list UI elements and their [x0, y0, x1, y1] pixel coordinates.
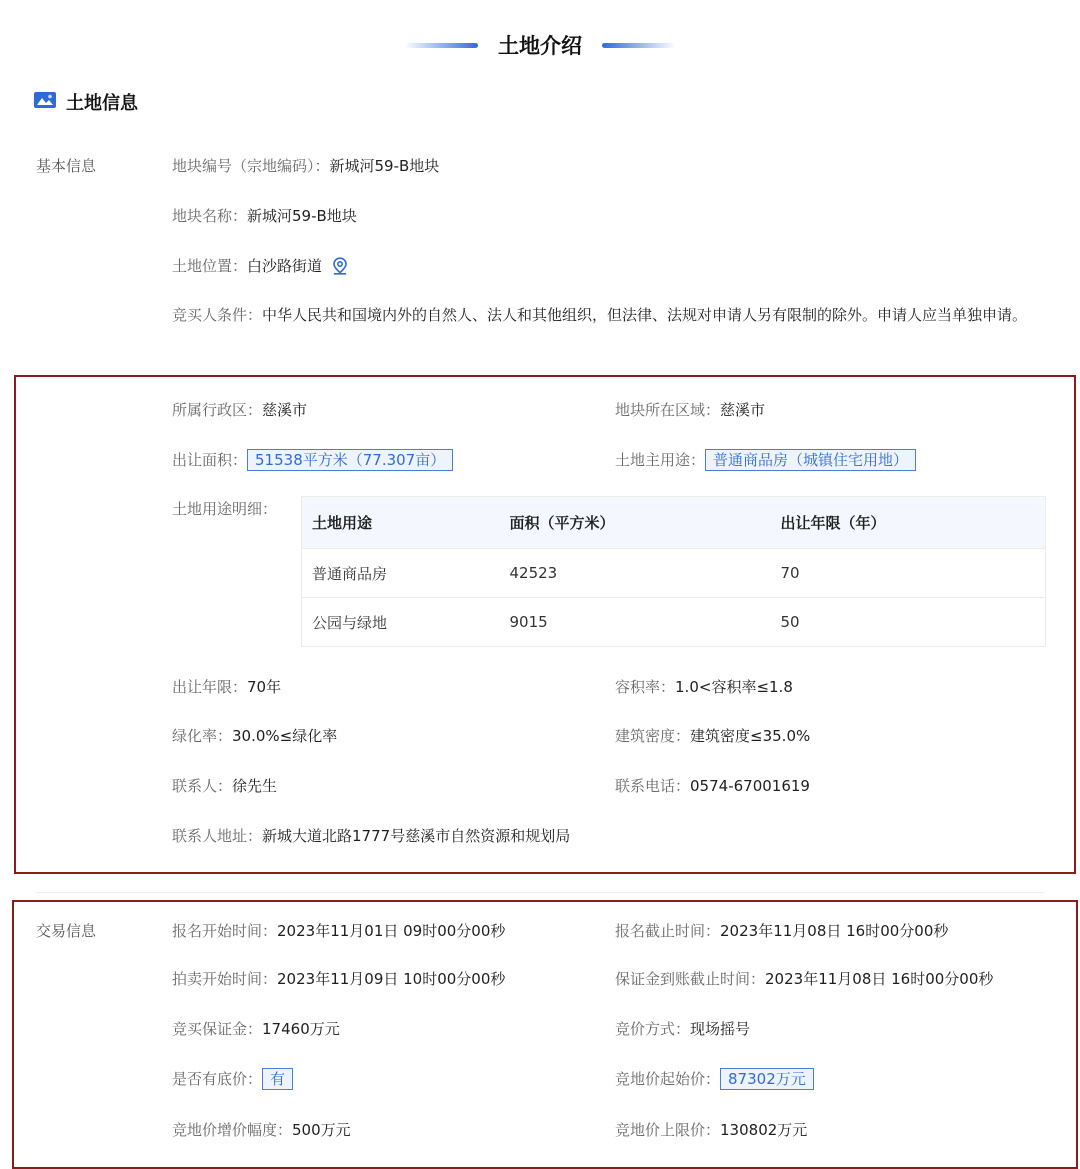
use-detail-label: 土地用途明细： [172, 500, 278, 518]
table-header-use: 土地用途 [302, 497, 500, 549]
table-cell: 公园与绿地 [302, 598, 500, 647]
auction-start-label: 拍卖开始时间： [172, 970, 278, 988]
admin-region-label: 所属行政区： [172, 401, 263, 419]
title-decor-right [602, 43, 676, 48]
section-heading [34, 89, 138, 115]
auction-start-row [172, 968, 505, 990]
table-header-row [302, 497, 1046, 549]
start-price-row [615, 1068, 814, 1090]
phone-value: 0574-67001619 [690, 777, 810, 795]
area-row [172, 449, 453, 471]
parcel-region-label: 地块所在区域： [615, 401, 721, 419]
deposit-deadline-value: 2023年11月08日 16时00分00秒 [765, 970, 994, 988]
parcel-name-label: 地块名称： [172, 207, 248, 225]
group-label-basic: 基本信息 [36, 157, 97, 175]
deposit-deadline-label: 保证金到账截止时间： [615, 970, 766, 988]
main-use-value: 普通商品房（城镇住宅用地） [705, 449, 916, 471]
phone-row [615, 775, 810, 797]
table-cell: 50 [771, 598, 1046, 647]
location-pin-icon[interactable] [332, 257, 348, 275]
deposit-deadline-row [615, 968, 993, 990]
land-use-table [301, 496, 1046, 647]
reg-end-label: 报名截止时间： [615, 922, 721, 940]
bid-method-row [615, 1018, 750, 1040]
density-row [615, 725, 810, 747]
main-use-row [615, 449, 916, 471]
start-price-value: 87302万元 [720, 1068, 814, 1090]
section-divider [36, 892, 1044, 893]
use-detail-label-row [172, 498, 277, 520]
density-label: 建筑密度： [615, 727, 691, 745]
table-row [302, 549, 1046, 598]
reg-end-row [615, 920, 948, 942]
location-value: 白沙路街道 [247, 257, 323, 275]
parcel-code-row [172, 155, 439, 177]
term-row [172, 676, 281, 698]
deposit-label: 竞买保证金： [172, 1020, 263, 1038]
increment-row [172, 1119, 351, 1141]
reserve-value: 有 [262, 1068, 293, 1090]
far-label: 容积率： [615, 678, 676, 696]
parcel-name-value: 新城河59-B地块 [247, 207, 357, 225]
section-title: 土地信息 [66, 93, 138, 114]
admin-region-value: 慈溪市 [262, 401, 308, 419]
bid-method-label: 竞价方式： [615, 1020, 691, 1038]
admin-region-row [172, 399, 307, 421]
table-header-area: 面积（平方米） [500, 497, 771, 549]
far-value: 1.0<容积率≤1.8 [675, 678, 793, 696]
table-cell: 9015 [500, 598, 771, 647]
table-cell: 70 [771, 549, 1046, 598]
contact-row [172, 775, 277, 797]
location-label: 土地位置： [172, 257, 248, 275]
address-row [172, 825, 632, 847]
parcel-code-value: 新城河59-B地块 [329, 157, 440, 175]
term-label: 出让年限： [172, 678, 248, 696]
address-label: 联系人地址： [172, 827, 263, 845]
bidder-condition-row [172, 304, 1062, 326]
green-value: 30.0%≤绿化率 [232, 727, 338, 745]
address-value: 新城大道北路1777号慈溪市自然资源和规划局 [262, 827, 571, 845]
bidder-condition-label: 竞买人条件： [172, 306, 263, 324]
deposit-value: 17460万元 [262, 1020, 340, 1038]
reg-start-label: 报名开始时间： [172, 922, 278, 940]
reserve-row [172, 1068, 293, 1090]
parcel-name-row [172, 205, 357, 227]
image-icon [34, 92, 56, 112]
area-label: 出让面积： [172, 451, 248, 469]
main-use-label: 土地主用途： [615, 451, 706, 469]
far-row [615, 676, 793, 698]
cap-label: 竞地价上限价： [615, 1121, 721, 1139]
parcel-region-row [615, 399, 765, 421]
reserve-label: 是否有底价： [172, 1070, 263, 1088]
reg-start-row [172, 920, 505, 942]
increment-value: 500万元 [292, 1121, 351, 1139]
title-decor-left [404, 43, 478, 48]
contact-label: 联系人： [172, 777, 233, 795]
page-title-text: 土地介绍 [498, 34, 582, 58]
bid-method-value: 现场摇号 [690, 1020, 751, 1038]
green-row [172, 725, 337, 747]
green-label: 绿化率： [172, 727, 233, 745]
group-label-trade: 交易信息 [36, 922, 97, 940]
deposit-row [172, 1018, 340, 1040]
table-row [302, 598, 1046, 647]
density-value: 建筑密度≤35.0% [690, 727, 811, 745]
area-value: 51538平方米（77.307亩） [247, 449, 453, 471]
parcel-code-label: 地块编号（宗地编码）： [172, 157, 330, 175]
page-title [0, 28, 1080, 62]
location-row [172, 255, 348, 277]
bidder-condition-value: 中华人民共和国境内外的自然人、法人和其他组织，但法律、法规对申请人另有限制的除外。申请人应当单独申请。 [262, 306, 1028, 324]
table-header-term: 出让年限（年） [771, 497, 1046, 549]
auction-start-value: 2023年11月09日 10时00分00秒 [277, 970, 506, 988]
phone-label: 联系电话： [615, 777, 691, 795]
start-price-label: 竞地价起始价： [615, 1070, 721, 1088]
table-cell: 42523 [500, 549, 771, 598]
reg-end-value: 2023年11月08日 16时00分00秒 [720, 922, 949, 940]
reg-start-value: 2023年11月01日 09时00分00秒 [277, 922, 506, 940]
cap-value: 130802万元 [720, 1121, 808, 1139]
cap-row [615, 1119, 807, 1141]
parcel-region-value: 慈溪市 [720, 401, 766, 419]
term-value: 70年 [247, 678, 282, 696]
table-cell: 普通商品房 [302, 549, 500, 598]
contact-value: 徐先生 [232, 777, 278, 795]
increment-label: 竞地价增价幅度： [172, 1121, 293, 1139]
